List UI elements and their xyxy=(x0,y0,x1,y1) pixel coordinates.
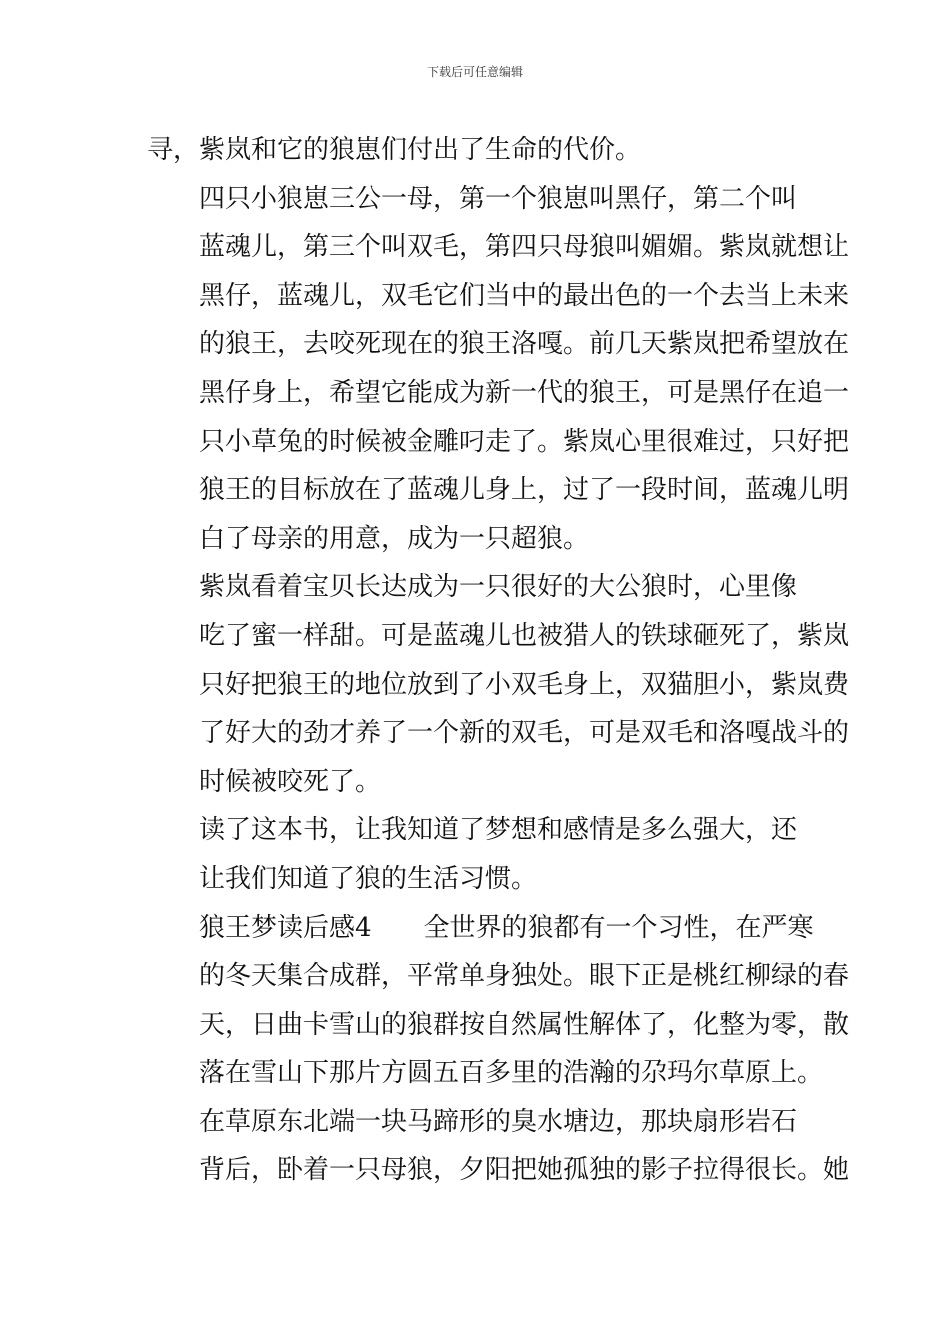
text-line: 狼王梦读后感4 全世界的狼都有一个习性，在严寒 xyxy=(199,912,814,943)
paragraph-1 xyxy=(147,126,812,175)
text-line: 紫岚看着宝贝长达成为一只很好的大公狼时，心里像 xyxy=(199,572,798,603)
text-line: 背后，卧着一只母狼，夕阳把她孤独的影子拉得很长。她 xyxy=(199,1155,850,1186)
text-line: 寻，紫岚和它的狼崽们付出了生命的代价。 xyxy=(147,135,642,165)
paragraph-6 xyxy=(147,1098,850,1195)
text-line: 只好把狼王的地位放到了小双毛身上，双猫胆小，紫岚费 xyxy=(199,669,850,700)
paragraph-2 xyxy=(147,175,850,564)
text-line: 读了这本书，让我知道了梦想和感情是多么强大，还 xyxy=(199,815,798,846)
text-line: 吃了蜜一样甜。可是蓝魂儿也被猎人的铁球砸死了，紫岚 xyxy=(199,620,850,651)
paragraph-5 xyxy=(147,904,850,1098)
text-line: 只小草兔的时候被金雕叼走了。紫岚心里很难过，只好把 xyxy=(199,426,850,457)
text-line: 的冬天集合成群，平常单身独处。眼下正是桃红柳绿的春 xyxy=(199,961,850,992)
text-line: 黑仔身上，希望它能成为新一代的狼王，可是黑仔在追一 xyxy=(199,377,850,408)
text-line: 天，日曲卡雪山的狼群按自然属性解体了，化整为零，散 xyxy=(199,1009,850,1040)
text-line: 黑仔，蓝魂儿，双毛它们当中的最出色的一个去当上未来 xyxy=(199,280,850,311)
text-line: 了好大的劲才养了一个新的双毛，可是双毛和洛嘎战斗的 xyxy=(199,718,850,749)
text-line: 蓝魂儿，第三个叫双毛，第四只母狼叫媚媚。紫岚就想让 xyxy=(199,232,850,263)
text-line: 让我们知道了狼的生活习惯。 xyxy=(199,863,538,894)
text-line: 落在雪山下那片方圆五百多里的浩瀚的尕玛尔草原上。 xyxy=(199,1058,824,1089)
text-line: 在草原东北端一块马蹄形的臭水塘边，那块扇形岩石 xyxy=(199,1106,798,1137)
text-line: 时候被咬死了。 xyxy=(199,766,382,797)
text-line: 的狼王，去咬死现在的狼王洛嘎。前几天紫岚把希望放在 xyxy=(199,329,850,360)
text-line: 白了母亲的用意，成为一只超狼。 xyxy=(199,523,590,554)
document-body xyxy=(147,126,850,1195)
paragraph-4 xyxy=(147,806,812,903)
page-header: 下载后可任意编辑 xyxy=(426,65,523,79)
text-line: 狼王的目标放在了蓝魂儿身上，过了一段时间，蓝魂儿明 xyxy=(199,475,850,506)
paragraph-3 xyxy=(147,563,850,806)
text-line: 四只小狼崽三公一母，第一个狼崽叫黑仔，第二个叫 xyxy=(199,183,798,214)
